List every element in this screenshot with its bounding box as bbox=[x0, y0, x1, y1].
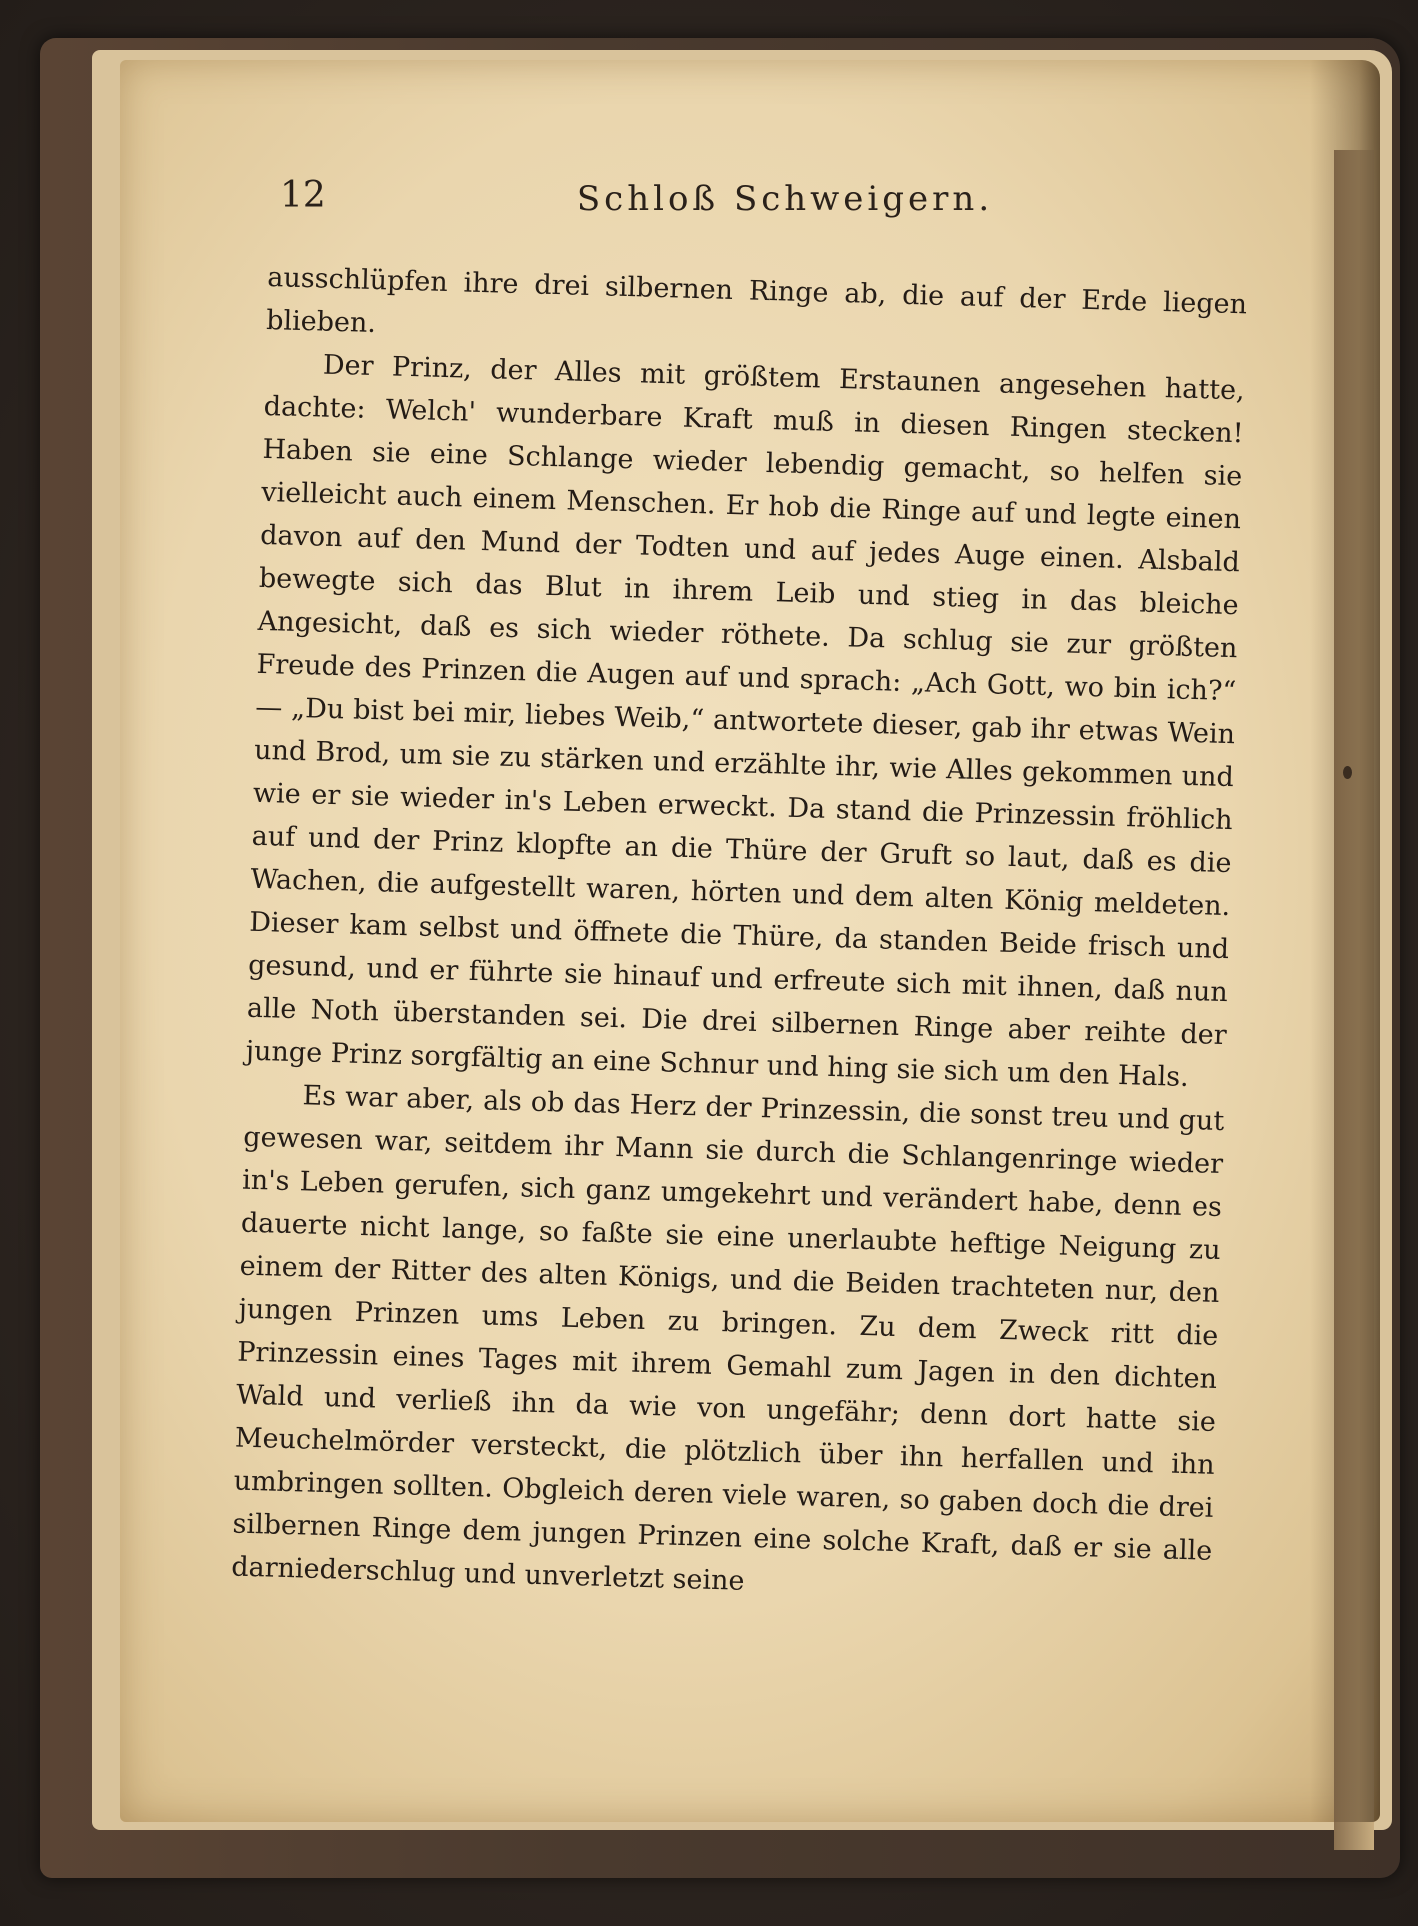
gutter-shadow bbox=[1310, 60, 1380, 1822]
body-text bbox=[231, 256, 1248, 1616]
page-header bbox=[170, 175, 1250, 235]
paragraph-continuation: ausschlüpfen ihre drei silbernen Ringe ab, die auf der Erde liegen blieben. bbox=[265, 261, 1248, 340]
ink-blot bbox=[1343, 766, 1352, 779]
running-title: Schloß Schweigern. bbox=[576, 179, 994, 219]
paragraph: Der Prinz, der Alles mit größtem Erstaunen angesehen hatte, dachte: Welch' wunderbare Kraft muß in diesen Ringen stecken! Haben sie eine Schlange wieder lebendig gemacht, so helfen sie vielleicht auch einem Menschen. Er hob die Ringe auf und legte einen davon auf den Mund der Todten und auf jedes Auge einen. Alsbald bewegte sich das Blut in ihrem Leib und stieg in das bleiche Angesicht, daß es sich wieder röthete. Da schlug sie zur größten Freude des Prinzen die Augen auf und sprach: „Ach Gott, wo bin ich?“ — „Du bist bei mir, liebes Weib,“ antwortete dieser, gab ihr etwas Wein und Brod, um sie zu stärken und erzählte ihr, wie Alles gekommen und wie er sie wieder in's Leben erweckt. Da stand die Prinzessin fröhlich auf und der Prinz klopfte an die Thüre der Gruft so laut, daß es die Wachen, die aufgestellt waren, hörten und dem alten König meldeten. Dieser kam selbst und öffnete die Thüre, da standen Beide frisch und gesund, und er führte sie hinauf und erfreute sich mit ihnen, daß nun alle Noth überstanden sei. Die drei silbernen Ringe aber reihte der junge Prinz sorgfältig an eine Schnur und hing sie sich um den Hals. bbox=[245, 349, 1246, 1094]
paragraph: Es war aber, als ob das Herz der Prinzessin, die sonst treu und gut gewesen war, seitdem ihr Mann sie durch die Schlangenringe wieder in's Leben gerufen, sich ganz umgekehrt und verändert habe, denn es dauerte nicht lange, so faßte sie eine unerlaubte heftige Neigung zu einem der Ritter des alten Königs, und die Beiden trachteten nur, den jungen Prinzen ums Leben zu bringen. Zu dem Zweck ritt die Prinzessin eines Tages mit ihrem Gemahl zum Jagen in den dichten Wald und verließ ihn da wie von ungefähr; denn dort hatte sie Meuchelmörder versteckt, die plötzlich über ihn herfallen und ihn umbringen sollten. Obgleich deren viele waren, so gaben doch die drei silbernen Ringe dem jungen Prinzen eine solche Kraft, daß er sie alle darniederschlug und unverletzt seine bbox=[230, 1080, 1225, 1597]
page-number: 12 bbox=[280, 175, 326, 216]
